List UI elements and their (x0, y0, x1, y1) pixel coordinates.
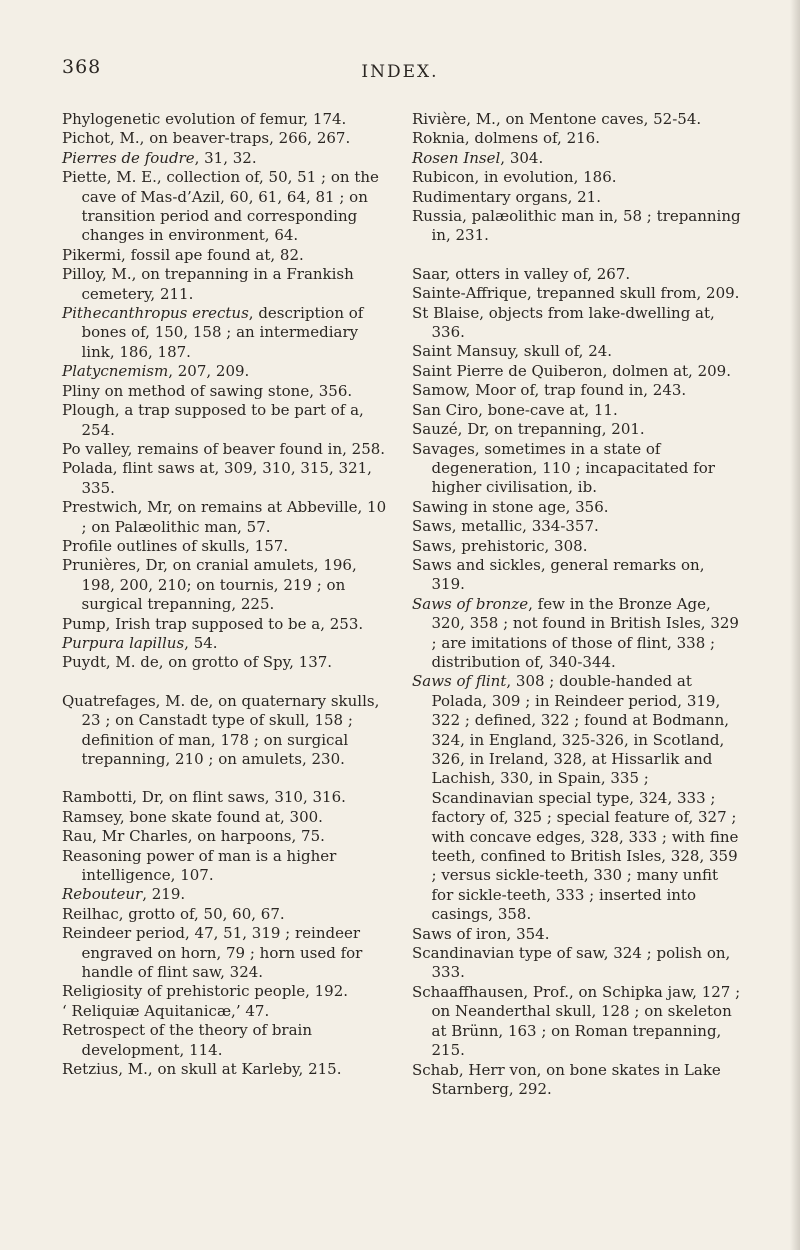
index-entry (62, 615, 392, 634)
index-entry-text: Prunières, Dr, on cranial amulets, 196, 198, 200, 210; on tournis, 219 ; on surgical trepanning, 225. (62, 556, 357, 614)
index-entry (412, 284, 742, 303)
index-entry-text: San Ciro, bone-cave at, 11. (412, 400, 618, 419)
index-entry-text: , 54. (184, 633, 218, 652)
index-entry-text: Rau, Mr Charles, on harpoons, 75. (62, 827, 325, 846)
index-entry-text: St Blaise, objects from lake-dwelling at, 336. (412, 303, 715, 342)
index-entry (62, 362, 392, 381)
index-entry-text: Rudimentary organs, 21. (412, 187, 601, 206)
index-entry (412, 401, 742, 420)
index-entry (62, 459, 392, 498)
index-entry-text: Quatrefages, M. de, on quaternary skulls, 23 ; on Canstadt type of skull, 158 ; definition of man, 178 ; on surgical trepanning, 210 ; on amulets, 230. (62, 691, 380, 768)
index-entry (412, 362, 742, 381)
index-entry-text: Reindeer period, 47, 51, 319 ; reindeer engraved on horn, 79 ; horn used for handle of flint saw, 324. (62, 924, 363, 982)
index-entry-text: Polada, flint saws at, 309, 310, 315, 321, 335. (62, 459, 372, 497)
index-entry-text: Saint Pierre de Quiberon, dolmen at, 209. (412, 361, 731, 380)
index-entry-text: Plough, a trap supposed to be part of a, 254. (62, 401, 364, 439)
index-entry-text: Pichot, M., on beaver-traps, 266, 267. (62, 129, 351, 148)
index-entry (412, 925, 742, 944)
index-entry (412, 595, 742, 673)
index-entry (62, 1060, 392, 1079)
index-entry (62, 788, 392, 807)
index-entry-text: Saws, metallic, 334-357. (412, 517, 599, 536)
index-entry-text: Saws, prehistoric, 308. (412, 536, 588, 555)
index-entry-text: Schab, Herr von, on bone skates in Lake Starnberg, 292. (412, 1060, 721, 1098)
index-entry (412, 983, 742, 1061)
index-entry (62, 634, 392, 653)
index-entry-text: Sawing in stone age, 356. (412, 497, 609, 516)
index-entry-text: Sauzé, Dr, on trepanning, 201. (412, 420, 645, 439)
index-entry-text: Pump, Irish trap supposed to be a, 253. (62, 614, 364, 633)
index-entry-italic-term: Rosen Insel (412, 148, 501, 167)
index-entry (412, 498, 742, 517)
index-entry-text: ‘ Reliquiæ Aquitanicæ,’ 47. (62, 1001, 270, 1020)
index-entry (412, 265, 742, 284)
index-entry-italic-term: Platycnemism (62, 362, 169, 381)
index-entry (62, 110, 392, 129)
index-entry-text: Piette, M. E., collection of, 50, 51 ; on the cave of Mas-d’Azil, 60, 61, 64, 81 ; on transition period and corresponding changes in environment, 64. (62, 168, 379, 245)
index-entry (62, 982, 392, 1001)
page-number: 368 (62, 56, 102, 78)
index-entry-text: , 308 ; double-handed at Polada, 309 ; in Reindeer period, 319, 322 ; defined, 322 ; found at Bodmann, 324, in England, 325-326, in Scotland, 326, in Ireland, 328, at Hissarlik and Lachish, 330, in Spain, 335 ; Scandinavian special type, 324, 333 ; factory of, 325 ; special feature of, 327 ; with concave edges, 328, 333 ; with fine teeth, confined to British Isles, 328, 359 ; versus sickle-teeth, 330 ; many unfit for sickle-teeth, 333 ; inserted into casings, 358. (431, 672, 739, 924)
index-entry (62, 924, 392, 982)
index-entry-text: Saws and sickles, general remarks on, 319. (412, 555, 705, 594)
index-entry-text: Retzius, M., on skull at Karleby, 215. (62, 1060, 342, 1079)
index-entry (62, 168, 392, 246)
index-entry (412, 440, 742, 498)
index-entry (62, 905, 392, 924)
index-entry (62, 1002, 392, 1021)
index-entry-text: Retrospect of the theory of brain development, 114. (62, 1021, 312, 1059)
index-entry-text: Saint Mansuy, skull of, 24. (412, 342, 613, 361)
index-entry (412, 556, 742, 595)
index-entry-italic-term: Rebouteur (62, 885, 143, 904)
index-entry (412, 537, 742, 556)
index-entry (62, 401, 392, 440)
index-entry-text: Rubicon, in evolution, 186. (412, 168, 617, 187)
index-entry (412, 129, 742, 148)
index-entry-text: Sainte-Affrique, trepanned skull from, 209. (412, 284, 740, 303)
index-entry-text: , 207, 209. (168, 362, 250, 381)
index-entry (412, 188, 742, 207)
index-entry (412, 420, 742, 439)
index-entry-text: , 304. (500, 148, 544, 167)
index-entry-italic-term: Pierres de foudre (62, 148, 195, 167)
index-entry (412, 304, 742, 343)
index-entry (412, 110, 742, 129)
index-entry-text: , 219. (142, 885, 186, 904)
running-head: INDEX. (361, 62, 439, 82)
index-entry-text: Scandinavian type of saw, 324 ; polish on, 333. (412, 944, 731, 982)
index-entry (62, 265, 392, 304)
index-entry (412, 342, 742, 361)
index-entry-text: Ramsey, bone skate found at, 300. (62, 807, 323, 826)
index-entry-italic-term: Pithecanthropus erectus (62, 304, 249, 323)
index-entry-text: Prestwich, Mr, on remains at Abbeville, 10 ; on Palæolithic man, 57. (62, 498, 387, 536)
index-entry (62, 885, 392, 904)
index-entry-text: Po valley, remains of beaver found in, 258. (62, 439, 386, 458)
index-entry-text: Pikermi, fossil ape found at, 82. (62, 245, 304, 264)
index-entry-text: Puydt, M. de, on grotto of Spy, 137. (62, 653, 333, 672)
index-entry-text: Pliny on method of sawing stone, 356. (62, 381, 353, 400)
left-column (62, 110, 392, 1080)
index-entry (412, 672, 742, 924)
index-entry (62, 1021, 392, 1060)
index-entry (62, 827, 392, 846)
index-entry-text: Savages, sometimes in a state of degeneration, 110 ; incapacitated for higher civilisation, ib. (412, 439, 715, 497)
index-entry (412, 207, 742, 246)
index-entry-text: Schaaffhausen, Prof., on Schipka jaw, 127 ; on Neanderthal skull, 128 ; on skeleton at Brünn, 163 ; on Roman trepanning, 215. (412, 982, 741, 1060)
index-entry-text: , description of bones of, 150, 158 ; an intermediary link, 186, 187. (81, 304, 364, 361)
index-entry (62, 304, 392, 362)
index-entry-text: Pilloy, M., on trepanning in a Frankish cemetery, 211. (62, 265, 354, 303)
index-entry (412, 1061, 742, 1100)
index-entry-text: Phylogenetic evolution of femur, 174. (62, 110, 347, 128)
page-edge-shadow (790, 0, 800, 1250)
index-entry-text: , 31, 32. (194, 148, 257, 167)
index-entry (62, 556, 392, 614)
index-entry-text: Saws of iron, 354. (412, 924, 550, 943)
index-entry-text: Saar, otters in valley of, 267. (412, 264, 631, 283)
index-entry (412, 149, 742, 168)
index-entry (62, 440, 392, 459)
index-entry-italic-term: Saws of flint (412, 672, 507, 691)
index-entry (62, 847, 392, 886)
index-entry-italic-term: Purpura lapillus (62, 633, 185, 652)
index-entry-text: Russia, palæolithic man in, 58 ; trepanning in, 231. (412, 207, 741, 245)
index-entry (62, 808, 392, 827)
index-entry-text: Reilhac, grotto of, 50, 60, 67. (62, 904, 285, 923)
index-entry (412, 168, 742, 187)
index-entry-text: Profile outlines of skulls, 157. (62, 536, 289, 555)
right-column (412, 110, 742, 1099)
index-entry-text: Reasoning power of man is a higher intelligence, 107. (62, 846, 337, 885)
index-entry-text: Religiosity of prehistoric people, 192. (62, 982, 349, 1001)
index-entry (62, 498, 392, 537)
index-entry (62, 537, 392, 556)
index-entry-italic-term: Saws of bronze (412, 594, 529, 613)
index-entry (62, 653, 392, 672)
index-entry (62, 382, 392, 401)
index-entry (62, 129, 392, 148)
index-entry (412, 944, 742, 983)
index-entry (62, 149, 392, 168)
index-entry-text: Samow, Moor of, trap found in, 243. (412, 381, 687, 400)
index-entry (62, 246, 392, 265)
index-entry (412, 517, 742, 536)
index-entry (62, 692, 392, 770)
index-entry-text: Rivière, M., on Mentone caves, 52-54. (412, 110, 702, 128)
index-entry-text: Rambotti, Dr, on flint saws, 310, 316. (62, 788, 346, 807)
index-entry-text: , few in the Bronze Age, 320, 358 ; not found in British Isles, 329 ; are imitations of those of flint, 338 ; distribution of, 340-344. (431, 594, 739, 671)
index-entry-text: Roknia, dolmens of, 216. (412, 129, 600, 148)
index-entry (412, 381, 742, 400)
